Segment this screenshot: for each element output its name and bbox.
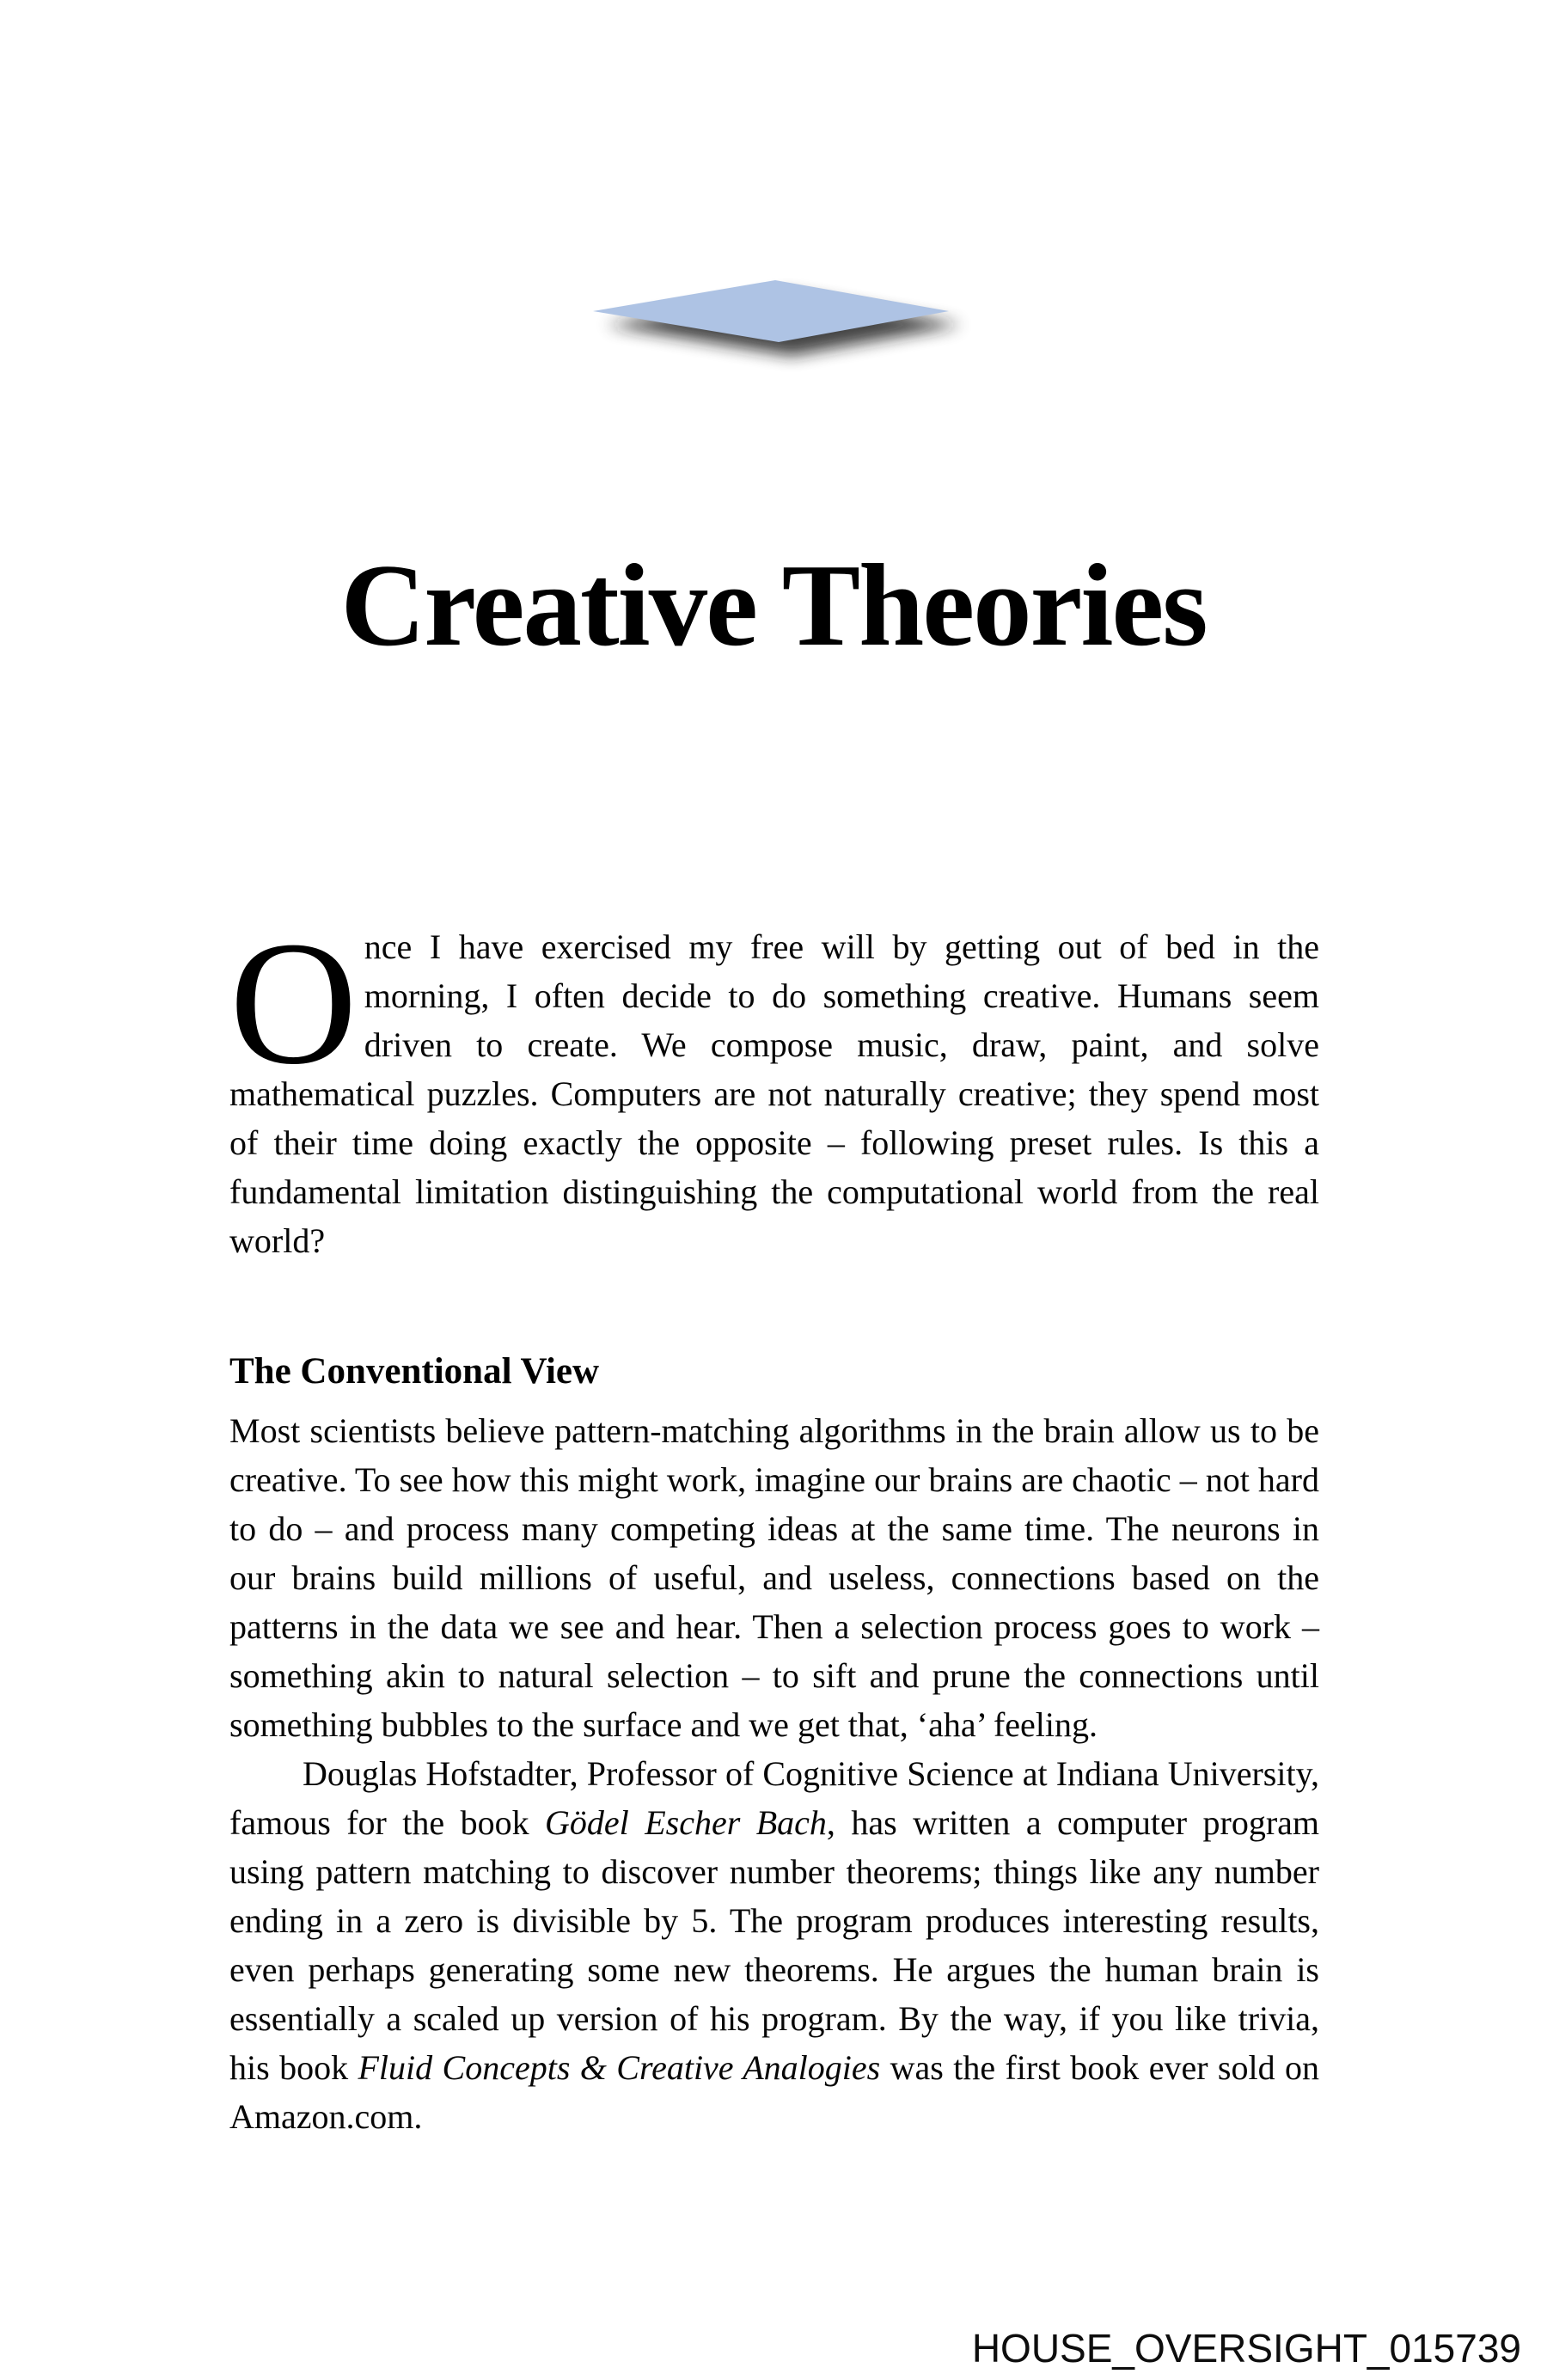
drop-cap: O [229,904,358,1101]
paragraph-2-run-1: Douglas Hofstadter, Professor of Cognitive Science at Indiana University, famous for the book [229,1754,1319,1842]
paragraph-2-run-2: , has written a computer program using pattern matching to discover number theorems; things like any number ending in a zero is divisible by 5. The program produces interesting results, even perhaps generating some new theorems. He argues the human brain is essentially a scaled up version of his program. By the way, if you like trivia, his book [229,1803,1320,2087]
body-text-column [229,904,1320,2141]
diamond-ornament-svg [567,277,980,406]
paragraph-2-run-3: was the first book ever sold on Amazon.com. [229,2048,1320,2136]
book-title-fluid-concepts: Fluid Concepts & Creative Analogies [358,2048,881,2087]
intro-paragraph [229,904,1319,1265]
diamond-ornament-icon [567,277,980,406]
chapter-title: Creative Theories [340,540,1207,670]
section-paragraph-1: Most scientists believe pattern-matching algorithms in the brain allow us to be creative. To see how this might work, imagine our brains are chaotic – not hard to do – and process many competing ideas at the same time. The neurons in our brains build millions of useful, and useless, connections based on the patterns in the data we see and hear. Then a selection process goes to work – something akin to natural selection – to sift and prune the connections until something bubbles to the surface and we get that, ‘aha’ feeling. [229,1411,1319,1744]
watermark-label: HOUSE_OVERSIGHT_015739 [971,2326,1521,2371]
section-heading: The Conventional View [229,1351,600,1392]
intro-paragraph-text: nce I have exercised my free will by getting out of bed in the morning, I often decide to do something creative. Humans seem driven to create. We compose music, draw, paint, and solve mathematical puzzles. Computers are not naturally creative; they spend most of their time doing exactly the opposite – following preset rules. Is this a fundamental limitation distinguishing the computational world from the real world? [229,927,1319,1260]
book-title-godel-escher-bach: Gödel Escher Bach [545,1803,827,1842]
section-paragraph-2 [229,1749,1319,2141]
